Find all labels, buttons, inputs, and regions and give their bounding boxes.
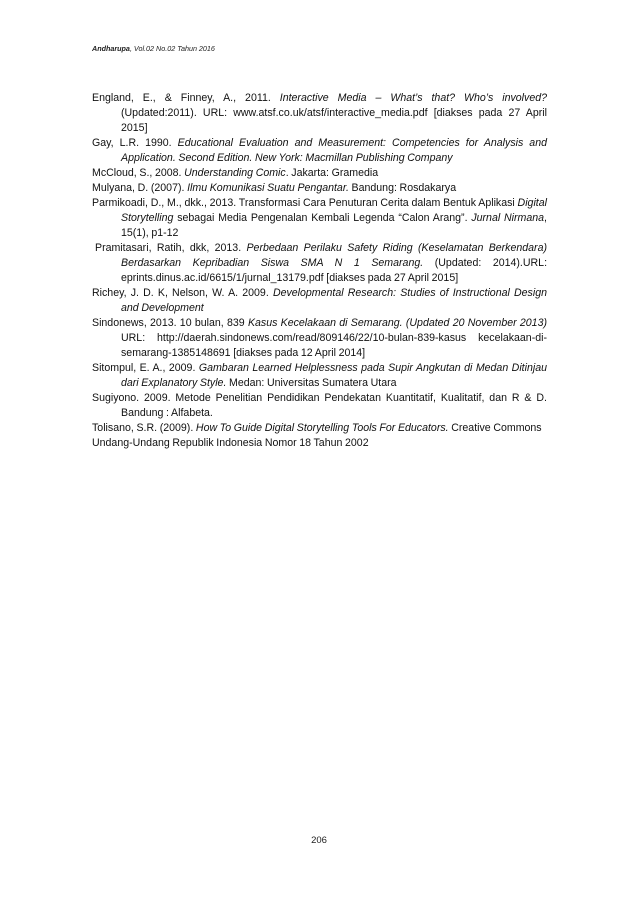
reference-text: (Updated:2011). URL: www.atsf.co.uk/atsf/interactive_media.pdf [diakses pada 27 April 2015] [121,107,547,134]
reference-text: Sitompul, E. A., 2009. [92,362,199,374]
reference-text: , 15(1), p1-12 [121,212,547,239]
reference-sindonews [92,316,547,361]
reference-tolisano [92,421,547,436]
reference-text: Tolisano, S.R. (2009). [92,422,196,434]
reference-pramitasari [92,241,547,286]
reference-title: Gambaran Learned Helplessness pada Supir Angkutan di Medan Ditinjau dari Explanatory Style. [121,362,547,389]
journal-issue: , Vol.02 No.02 Tahun 2016 [129,44,215,53]
reference-text: Parmikoadi, D., M., dkk., 2013. Transformasi Cara Penuturan Cerita dalam Bentuk Aplikasi [92,197,518,209]
reference-gay [92,136,547,166]
reference-text: . Jakarta: Gramedia [285,167,379,179]
reference-mccloud [92,166,547,181]
reference-richey-nelson [92,286,547,316]
reference-text: (Updated: 2014).URL: eprints.dinus.ac.id/6615/1/jurnal_13179.pdf [diakses pada 27 April 2015] [121,257,548,284]
reference-text: URL: http://daerah.sindonews.com/read/809146/22/10-bulan-839-kasus kecelakaan-di-semarang-1385148691 [diakses pada 12 April 2014] [121,332,547,359]
reference-title: Developmental Research: Studies of Instructional Design and Development [121,287,547,314]
reference-title: Understanding Comic [184,167,286,179]
reference-undang-undang [92,436,547,451]
reference-title: Ilmu Komunikasi Suatu Pengantar. [187,182,349,194]
running-header [92,44,215,53]
reference-text: Bandung: Rosdakarya [348,182,457,194]
reference-title: How To Guide Digital Storytelling Tools For Educators. [195,422,449,434]
reference-text: Medan: Universitas Sumatera Utara [226,377,397,389]
reference-title: Digital Storytelling [121,197,547,224]
reference-text: Mulyana, D. (2007). [92,182,188,194]
reference-text: Richey, J. D. K, Nelson, W. A. 2009. [92,287,273,299]
reference-title: Interactive Media – What’s that? Who’s involved? [279,92,547,104]
reference-sugiyono [92,391,547,421]
reference-sitompul [92,361,547,391]
reference-journal: Jurnal Nirmana [471,212,545,224]
reference-title: Kasus Kecelakaan di Semarang. (Updated 20 November 2013) [247,317,547,329]
reference-text: sebagai Media Pengenalan Kembali Legenda “Calon Arang”. [173,212,472,224]
reference-text: Sugiyono. 2009. Metode Penelitian Pendidikan Pendekatan Kuantitatif, Kualitatif, dan R & D. Bandung : Alfabeta. [92,392,547,419]
reference-text: McCloud, S., 2008. [92,167,185,179]
reference-text: Pramitasari, Ratih, dkk, 2013. [95,242,247,254]
page-number: 206 [311,835,327,846]
reference-text: England, E., & Finney, A., 2011. [92,92,280,104]
journal-name: Andharupa [92,44,130,53]
reference-text: Creative Commons [448,422,542,434]
reference-title: Perbedaan Perilaku Safety Riding (Keselamatan Berkendara) Berdasarkan Kepribadian Siswa SMA N 1 Semarang. [121,242,547,269]
reference-text: Sindonews, 2013. 10 bulan, 839 [92,317,248,329]
reference-text: Gay, L.R. 1990. [92,137,178,149]
reference-mulyana [92,181,547,196]
reference-england-finney [92,91,547,136]
reference-list [92,91,547,451]
reference-text: Undang-Undang Republik Indonesia Nomor 18 Tahun 2002 [92,437,369,449]
reference-title: Educational Evaluation and Measurement: Competencies for Analysis and Application. Second Edition. New York: Macmillan Publishing Company [121,137,547,164]
reference-parmikoadi [92,196,547,241]
